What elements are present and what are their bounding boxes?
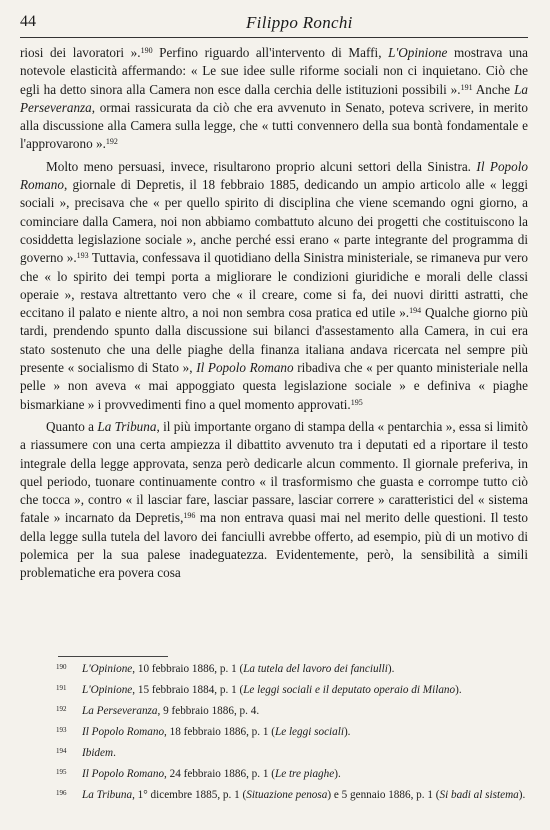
footnote-number [56,683,82,697]
text-run: , 15 febbraio 1884, p. 1 ( [132,684,244,696]
text-run: , giornale di Depretis, il 18 febbraio 1885, dedicando un ampio articolo alle « leggi sociali », precisava che « per quello spirito di disciplina che viene scemando ogni giorno, a cominciare dalla Camera, noi non abbiamo combattuto alcuno dei progetti che costituiscono la cosiddetta legislazione sociale », anche perché essi erano « parte integrante del programma di governo ». [20,177,528,266]
footnote-number-text: 196 [56,789,67,797]
text-run: , 18 febbraio 1886, p. 1 ( [164,726,275,738]
italic-text: L'Opinione [388,45,448,60]
text-run: Quanto a [46,418,98,434]
paragraph [20,44,528,154]
text-run: ) e 5 gennaio 1886, p. 1 ( [327,789,440,801]
footnote-number [56,662,82,676]
footnote [20,746,528,760]
text-run: ma non entrava quasi mai nel merito delle questioni. Il testo della legge sulla tutela del lavoro dei fanciulli avrebbe offerto, ad esempio, più di un motivo di polemica per la sua palese inadeguatezza. Evidentemente, però, la sensibilità a simili problematiche era povera cosa [20,510,528,581]
italic-text: L'Opinione [82,684,133,696]
italic-text: La Tribuna [97,418,157,434]
footnote-ref: 196 [183,511,196,521]
footnote [20,683,528,697]
text-run: riosi dei lavoratori ». [20,45,141,60]
paragraph [20,158,528,414]
italic-text: Il Popolo Romano [196,360,294,376]
text-run: ). [387,663,395,675]
footnote-number [56,788,82,802]
text-run: , 10 febbraio 1886, p. 1 ( [132,663,244,675]
footnote-number [56,767,82,781]
footnote-number-text: 194 [56,747,67,755]
page-number: 44 [20,13,36,30]
footnote-number-text: 190 [56,663,67,671]
text-run: , 9 febbraio 1886, p. 4. [157,705,260,717]
text-run: Perfino riguardo all'intervento di Maffi, [152,45,389,60]
text-run: ). [343,726,351,738]
italic-text: La Tribuna [82,789,133,801]
text-run: Anche [472,81,515,97]
italic-text: Le tre piaghe [274,768,335,780]
body-text [20,44,528,583]
italic-text: Ibidem [82,747,114,759]
italic-text: L'Opinione [82,663,133,675]
footnote-ref: 194 [409,306,422,316]
italic-text: Le leggi sociali [274,726,344,738]
text-run: ). [334,768,341,780]
footnote [20,704,528,718]
footnote [20,788,528,802]
footnote-number-text: 192 [56,705,67,713]
footnote [20,767,528,781]
footnote [20,662,528,676]
text-run: . [113,747,116,759]
text-run: ). [518,789,526,801]
text-run: Qualche giorno più tardi, prendendo spunto dalla discussione sui bilanci d'assestamento alla Camera, in cui era stato sostenuto che una delle piaghe della finanza italiana andava ricercata nel sempre più presente « socialismo di Stato », [20,305,528,376]
text-run: Molto meno persuasi, invece, risultarono proprio alcuni settori della Sinistra. [46,158,477,174]
footnote-ref: 193 [76,251,89,261]
text-run: , 1° dicembre 1885, p. 1 ( [132,789,247,801]
footnote-ref: 195 [350,397,363,407]
italic-text: Il Popolo Romano [82,726,165,738]
footnote-rule [58,656,168,657]
footnote [20,725,528,739]
text-run: , ormai rassicurata da ciò che era avvenuto in Senato, poteva scrivere, in merito alla discussione alla Camera sulla legge, che « tutti convennero della sua bontà fondamentale e l'approvarono ». [20,99,528,152]
footnote-number-text: 191 [56,684,67,692]
italic-text: La tutela del lavoro dei fanciulli [243,663,388,675]
page-header [20,12,528,34]
footnote-number-text: 193 [56,726,67,734]
running-head: Filippo Ronchi [246,13,353,32]
footnotes [20,662,528,809]
footnote-ref: 191 [460,82,473,92]
text-run: Tuttavia, confessava il quotidiano della Sinistra ministeriale, se rimaneva pur vero che « lo spirito dei tempi porta a migliorare le condizioni giuridiche e morali delle classi operaie », restava altrettanto vero che « il creare, come si fa, dei nuovi diritti astratti, che eccitano il palato e niente altro, a noi non sembra cosa pratica ed utile ». [20,250,528,321]
italic-text: Situazione penosa [246,789,328,801]
footnote-number [56,725,82,739]
italic-text: Il Popolo Romano [82,768,165,780]
text-run: , il più importante organo di stampa della « pentarchia », essa si limitò a riassumere con una certa ampiezza il dibattito avvenuto tra i deputati ed a riportare il testo integrale della legge approvata, senza però dedicarle alcun commento. Il giornale preferiva, in quel periodo, tuonare continuamente contro « il trasformismo che guasta e corrompe tutto ciò che tocca », contro « il lasciar fare, lasciar passare, lasciar correre » caratteristici del « sistema fatale » incarnato da Depretis, [20,418,528,526]
footnote-number-text: 195 [56,768,67,776]
footnote-number [56,704,82,718]
italic-text: La Perseveranza [82,705,158,717]
text-run: ribadiva che « per quanto ministeriale nella pelle » non aveva « mai appoggiato questa legislazione sociale » e definiva « piaghe bismarkiane » i provvedimenti fino a quel momento approvati. [20,360,528,412]
italic-text: La Perseveranza [20,81,528,115]
footnote-number [56,746,82,760]
text-run: , 24 febbraio 1886, p. 1 ( [164,768,275,780]
header-rule [20,37,528,38]
italic-text: Il Popolo Romano [20,158,529,193]
text-run: ). [455,684,462,696]
paragraph [20,418,528,583]
footnote-ref: 190 [140,46,153,55]
footnote-ref: 192 [105,137,118,147]
italic-text: Le leggi sociali e il deputato operaio di Milano [243,684,456,696]
text-run: mostrava una notevole elasticità affermando: « Le sue idee sulle riforme sociali non ci inquietano. Ciò che egli ha detto sinora alla Camera non esce dalla cerchia delle istituzioni possibili ». [20,45,528,97]
italic-text: Si badi al sistema [439,789,519,801]
